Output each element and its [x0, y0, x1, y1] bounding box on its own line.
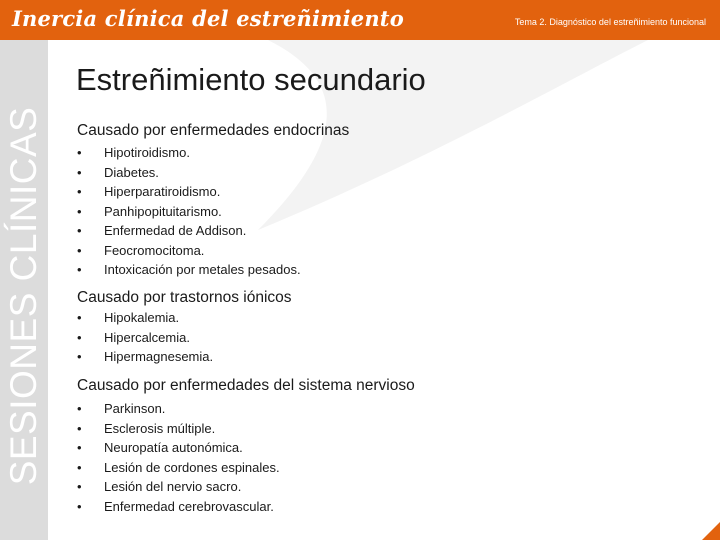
bullet-icon: •	[77, 420, 82, 436]
header-title: Inercia clínica del estreñimiento	[12, 6, 404, 31]
list-item: • Parkinson.	[77, 399, 280, 419]
list-item: • Esclerosis múltiple.	[77, 419, 280, 439]
list-item: • Hiperparatiroidismo.	[77, 182, 301, 202]
bullet-icon: •	[77, 145, 82, 160]
bullet-list-endocrine	[77, 143, 301, 280]
bullet-list-ionic	[77, 308, 213, 367]
list-item: • Hipercalcemia.	[77, 328, 213, 348]
bullet-icon: •	[77, 479, 82, 494]
list-item: • Hipermagnesemia.	[77, 347, 213, 367]
bullet-icon: •	[77, 349, 82, 364]
header-subtitle: Tema 2. Diagnóstico del estreñimiento funcional	[514, 17, 706, 27]
bullet-icon: •	[77, 498, 82, 514]
bullet-icon: •	[77, 203, 82, 219]
bullet-icon: •	[77, 223, 82, 238]
sidebar-label: SESIONES CLÍNICAS	[3, 106, 44, 486]
bullet-icon: •	[77, 242, 82, 258]
sidebar	[0, 40, 48, 540]
list-item: • Neuropatía autonómica.	[77, 438, 280, 458]
list-item: • Enfermedad de Addison.	[77, 221, 301, 241]
bullet-icon: •	[77, 184, 82, 199]
section-heading-nervous: Causado por enfermedades del sistema nervioso	[77, 377, 415, 394]
list-item: • Hipokalemia.	[77, 308, 213, 328]
list-item: • Intoxicación por metales pesados.	[77, 260, 301, 280]
bullet-list-nervous	[77, 399, 280, 516]
bullet-icon: •	[77, 401, 82, 416]
bullet-icon: •	[77, 459, 82, 475]
corner-accent	[702, 522, 720, 540]
list-item: • Panhipopituitarismo.	[77, 202, 301, 222]
list-item: • Lesión del nervio sacro.	[77, 477, 280, 497]
bullet-icon: •	[77, 329, 82, 345]
list-item: • Hipotiroidismo.	[77, 143, 301, 163]
list-item: • Diabetes.	[77, 163, 301, 183]
section-heading-endocrine: Causado por enfermedades endocrinas	[77, 122, 350, 139]
list-item: • Lesión de cordones espinales.	[77, 458, 280, 478]
bullet-icon: •	[77, 164, 82, 180]
list-item: • Feocromocitoma.	[77, 241, 301, 261]
bullet-icon: •	[77, 310, 82, 325]
slide-title: Estreñimiento secundario	[76, 62, 426, 97]
bullet-icon: •	[77, 440, 82, 455]
list-item: • Enfermedad cerebrovascular.	[77, 497, 280, 517]
bullet-icon: •	[77, 262, 82, 277]
section-heading-ionic: Causado por trastornos iónicos	[77, 289, 292, 306]
header-bar	[0, 0, 720, 40]
